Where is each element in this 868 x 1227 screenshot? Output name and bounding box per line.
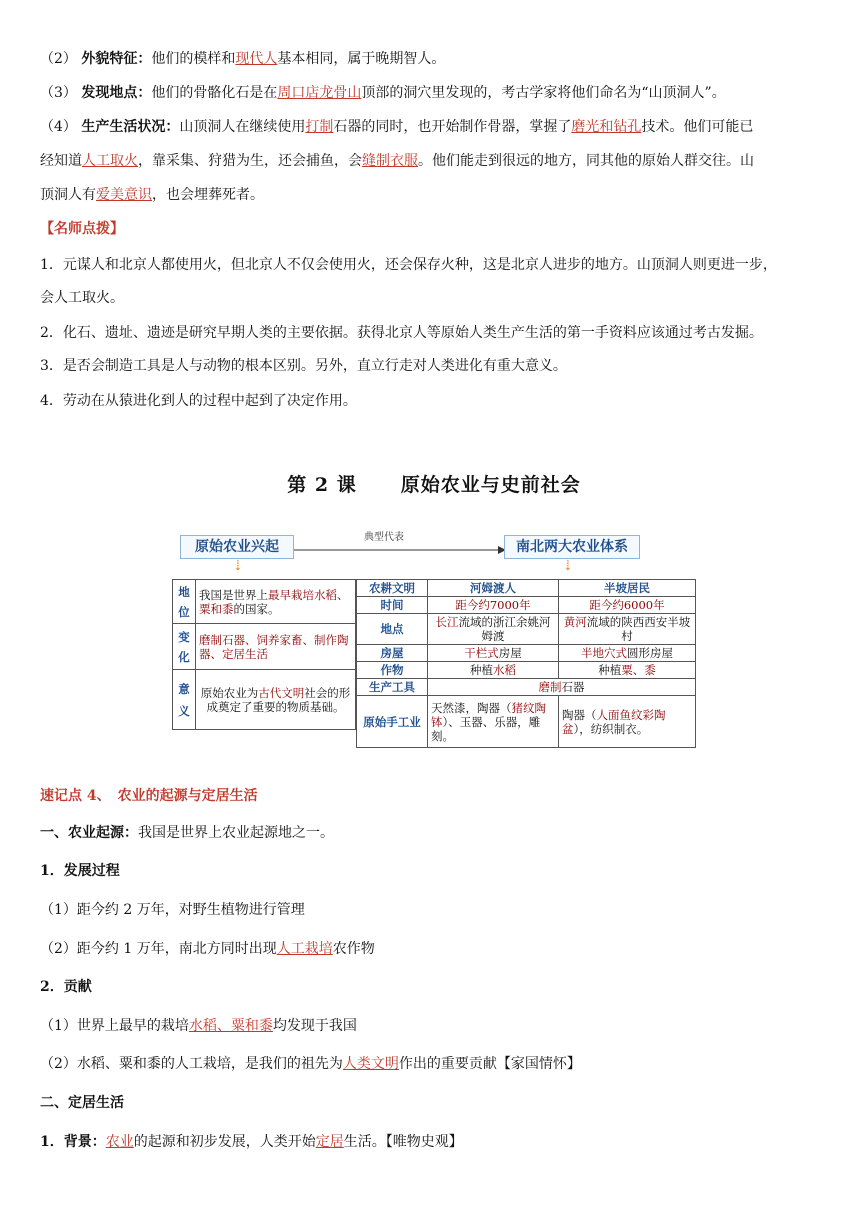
paragraph-location: （3） 发现地点：他们的骨骼化石是在周口店龙骨山顶部的洞穴里发现的，考古学家将他们命名为“山顶洞人”。: [40, 85, 726, 101]
tip-item: 1．元谋人和北京人都使用火，但北京人不仅会使用火，还会保存火种，这是北京人进步的地方。山顶洞人则更进一步，: [40, 257, 777, 273]
table-row: 地 位 我国是世界上最早栽培水稻、粟和黍的国家。: [173, 580, 356, 624]
left-heading: 原始农业兴起: [180, 535, 294, 559]
tip-item: 3．是否会制造工具是人与动物的根本区别。另外，直立行走对人类进化有重大意义。: [40, 358, 567, 374]
paragraph-background: 1．背景：农业的起源和初步发展，人类开始定居生活。【唯物史观】: [40, 1134, 463, 1150]
table-row: 生产工具 磨制石器: [357, 679, 696, 696]
lesson-title: 第 2 课 原始农业与史前社会: [287, 474, 581, 496]
table-row: 地点 长江流域的浙江余姚河姆渡 黄河流域的陕西西安半坡村: [357, 614, 696, 645]
down-arrow-icon: ⇣: [232, 558, 244, 574]
down-arrow-icon: ⇣: [562, 558, 574, 574]
paragraph-appearance: （2） 外貌特征：他们的模样和现代人基本相同，属于晚期智人。: [40, 51, 446, 67]
tip-item: 2．化石、遗址、遗迹是研究早期人类的主要依据。获得北京人等原始人类生产生活的第一手资料应该通过考古发掘。: [40, 325, 763, 341]
table-row: 时间 距今约7000年 距今约6000年: [357, 597, 696, 614]
paragraph-life-line1: （4） 生产生活状况：山顶洞人在继续使用打制石器的同时，也开始制作骨器，掌握了磨光和钻孔技术。他们可能已: [40, 119, 754, 135]
section-settled-life: 二、定居生活: [40, 1095, 124, 1111]
tip-item: 会人工取火。: [40, 290, 124, 306]
right-heading: 南北两大农业体系: [504, 535, 640, 559]
paragraph-life-line3: 顶洞人有爱美意识，也会埋葬死者。: [40, 187, 264, 203]
list-item: （1）距今约 2 万年，对野生植物进行管理: [40, 902, 305, 918]
table-row: 农耕文明 河姆渡人 半坡居民: [357, 580, 696, 597]
arrow-label: 典型代表: [364, 532, 404, 543]
table-row: 房屋 干栏式房屋 半地穴式圆形房屋: [357, 645, 696, 662]
list-item: （1）世界上最早的栽培水稻、粟和黍均发现于我国: [40, 1018, 357, 1034]
table-row: 变 化 磨制石器、饲养家畜、制作陶器、定居生活: [173, 624, 356, 670]
tip-item: 4．劳动在从猿进化到人的过程中起到了决定作用。: [40, 393, 357, 409]
subheading-contribution: 2．贡献: [40, 979, 92, 995]
agriculture-diagram: [168, 527, 700, 773]
table-row: 意 义 原始农业为古代文明社会的形成奠定了重要的物质基础。: [173, 670, 356, 730]
left-table: [172, 579, 356, 730]
tips-heading: 【名师点拨】: [40, 221, 124, 237]
section-origin: 一、农业起源：我国是世界上农业起源地之一。: [40, 825, 334, 841]
paragraph-life-line2: 经知道人工取火，靠采集、狩猎为生，还会捕鱼，会缝制衣服。他们能走到很远的地方，同其他的原始人群交往。山: [40, 153, 754, 169]
list-item: （2）距今约 1 万年，南北方同时出现人工栽培农作物: [40, 941, 375, 957]
table-row: 原始手工业 天然漆，陶器（猪纹陶钵）、玉器、乐器，雕刻。 陶器（人面鱼纹彩陶盆），纺织制衣。: [357, 696, 696, 748]
right-table: [356, 579, 696, 748]
table-row: 作物 种植水稻 种植粟、黍: [357, 662, 696, 679]
list-item: （2）水稻、粟和黍的人工栽培，是我们的祖先为人类文明作出的重要贡献【家国情怀】: [40, 1056, 581, 1072]
subheading-process: 1．发展过程: [40, 863, 120, 879]
section-heading: 速记点 4、 农业的起源与定居生活: [40, 788, 258, 804]
